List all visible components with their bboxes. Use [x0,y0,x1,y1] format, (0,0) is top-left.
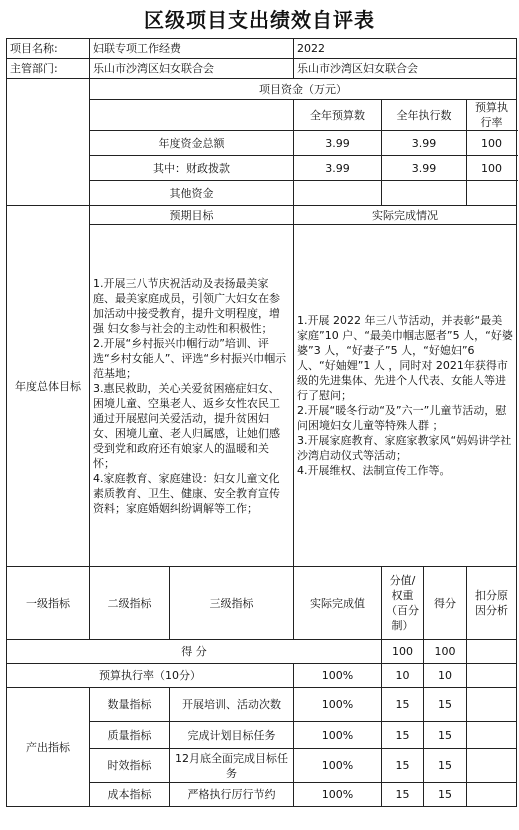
funds-row-rate: 100 [467,156,517,181]
funds-row-label: 其他资金 [90,181,294,206]
funds-header: 项目资金（万元） [90,79,517,100]
indicator-score: 15 [424,722,467,749]
col-exec-header: 全年执行数 [382,100,467,131]
funds-row-rate [467,181,517,206]
page-title: 区级项目支出绩效自评表 [144,8,375,32]
indicator-score: 15 [424,749,467,783]
budget-rate-score: 10 [424,664,467,688]
funds-row-budget: 3.99 [294,156,382,181]
self-evaluation-table [6,38,517,807]
ind-header-lvl3: 三级指标 [170,567,294,640]
funds-row-budget [294,181,382,206]
goal-item: 3.惠民救助，关心关爱贫困癌症妇女、困境儿童、空巢老人、返乡女性农民工 通过开展慰问关爱活动，提升贫困妇女、困境儿童、老人归属感，让她们感受到党和政府还有娘家人的温暖和关怀； [93,381,280,470]
project-name-label: 项目名称: [7,39,90,59]
goal-text [90,225,294,567]
ind-header-weight: 分值/权重（百分制） [382,567,424,640]
annual-goal-label: 年度总体目标 [7,206,90,567]
indicator-actual: 100% [294,722,382,749]
indicator-actual: 100% [294,688,382,722]
budget-rate-reason [467,664,517,688]
funds-row-rate: 100 [467,131,517,156]
indicator-actual: 100% [294,783,382,807]
indicator-score: 15 [424,783,467,807]
ind-header-reason: 扣分原因分析 [467,567,517,640]
indicator-reason [467,688,517,722]
done-item: 4.开展维权、法制宣传工作等。 [297,464,451,477]
indicator-weight: 15 [382,783,424,807]
indicator-weight: 15 [382,722,424,749]
indicator-lvl3: 开展培训、活动次数 [170,688,294,722]
exec-unit-value: 乐山市沙湾区妇女联合会 [294,59,517,79]
indicator-lvl2: 成本指标 [90,783,170,807]
indicator-lvl2: 时效指标 [90,749,170,783]
dept-value: 乐山市沙湾区妇女联合会 [90,59,294,79]
done-item: 3.开展家庭教育、家庭家教家风“妈妈讲学社沙湾启动仪式等活动； [297,434,512,462]
output-indicator-label: 产出指标 [7,688,90,807]
indicator-score: 15 [424,688,467,722]
col-rate-header: 预算执行率 [467,100,517,131]
goal-header: 预期目标 [90,206,294,225]
funds-row-exec: 3.99 [382,156,467,181]
dept-label: 主管部门: [7,59,90,79]
funds-row-exec [382,181,467,206]
indicator-reason [467,722,517,749]
ind-header-actual: 实际完成值 [294,567,382,640]
funds-corner-cell [90,100,294,131]
goal-item: 1.开展三八节庆祝活动及表扬最美家庭、最美家庭成员，引领广大妇女在参加活动中接受教育，提升文明程度，增强 妇女参与社会的主动性和积极性； [93,276,280,335]
total-weight: 100 [382,640,424,664]
ind-header-lvl2: 二级指标 [90,567,170,640]
indicator-lvl2: 质量指标 [90,722,170,749]
funds-row-label: 年度资金总额 [90,131,294,156]
year-value: 2022 [294,39,517,59]
funds-row-label: 其中：财政拨款 [90,156,294,181]
total-reason [467,640,517,664]
indicator-lvl3: 严格执行厉行节约 [170,783,294,807]
goal-item: 2.开展“乡村振兴巾帼行动”培训、评选“乡村女能人”、评选“乡村振兴巾帼示范基地； [93,336,287,380]
project-name-value: 妇联专项工作经费 [90,39,294,59]
indicator-reason [467,783,517,807]
ind-header-score: 得分 [424,567,467,640]
indicator-lvl2: 数量指标 [90,688,170,722]
done-header: 实际完成情况 [294,206,517,225]
indicator-reason [467,749,517,783]
col-budget-header: 全年预算数 [294,100,382,131]
indicator-lvl3: 12月底全面完成目标任务 [170,749,294,783]
budget-rate-weight: 10 [382,664,424,688]
total-label: 得 分 [7,640,382,664]
indicator-weight: 15 [382,688,424,722]
funds-row-budget: 3.99 [294,131,382,156]
goal-item: 4.家庭教育、家庭建设：妇女儿童文化素质教育、卫生、健康、安全教育宣传资料；家庭婚姻纠纷调解等工作； [93,471,280,515]
done-item: 1.开展 2022 年三八节活动，并表彰“最美家庭”10 户、“最美巾帼志愿者”5 人，“好婆婆”3 人，“好妻子”5 人，“好媳妇”6 人、“好妯娌”1 人 ，同时对 2021年获得市级的先进集体、先进个人代表、女能人等进行了慰问； [297,314,513,402]
indicator-lvl3: 完成计划目标任务 [170,722,294,749]
indicator-actual: 100% [294,749,382,783]
done-item: 2.开展“暖冬行动“及”六一”儿童节活动，慰问困境妇女儿童等特殊人群 ； [297,404,507,432]
funds-blank-cell [7,79,90,206]
budget-rate-label: 预算执行率（10分） [7,664,294,688]
done-text [294,225,517,567]
indicator-weight: 15 [382,749,424,783]
total-score: 100 [424,640,467,664]
funds-row-exec: 3.99 [382,131,467,156]
budget-rate-actual: 100% [294,664,382,688]
ind-header-lvl1: 一级指标 [7,567,90,640]
